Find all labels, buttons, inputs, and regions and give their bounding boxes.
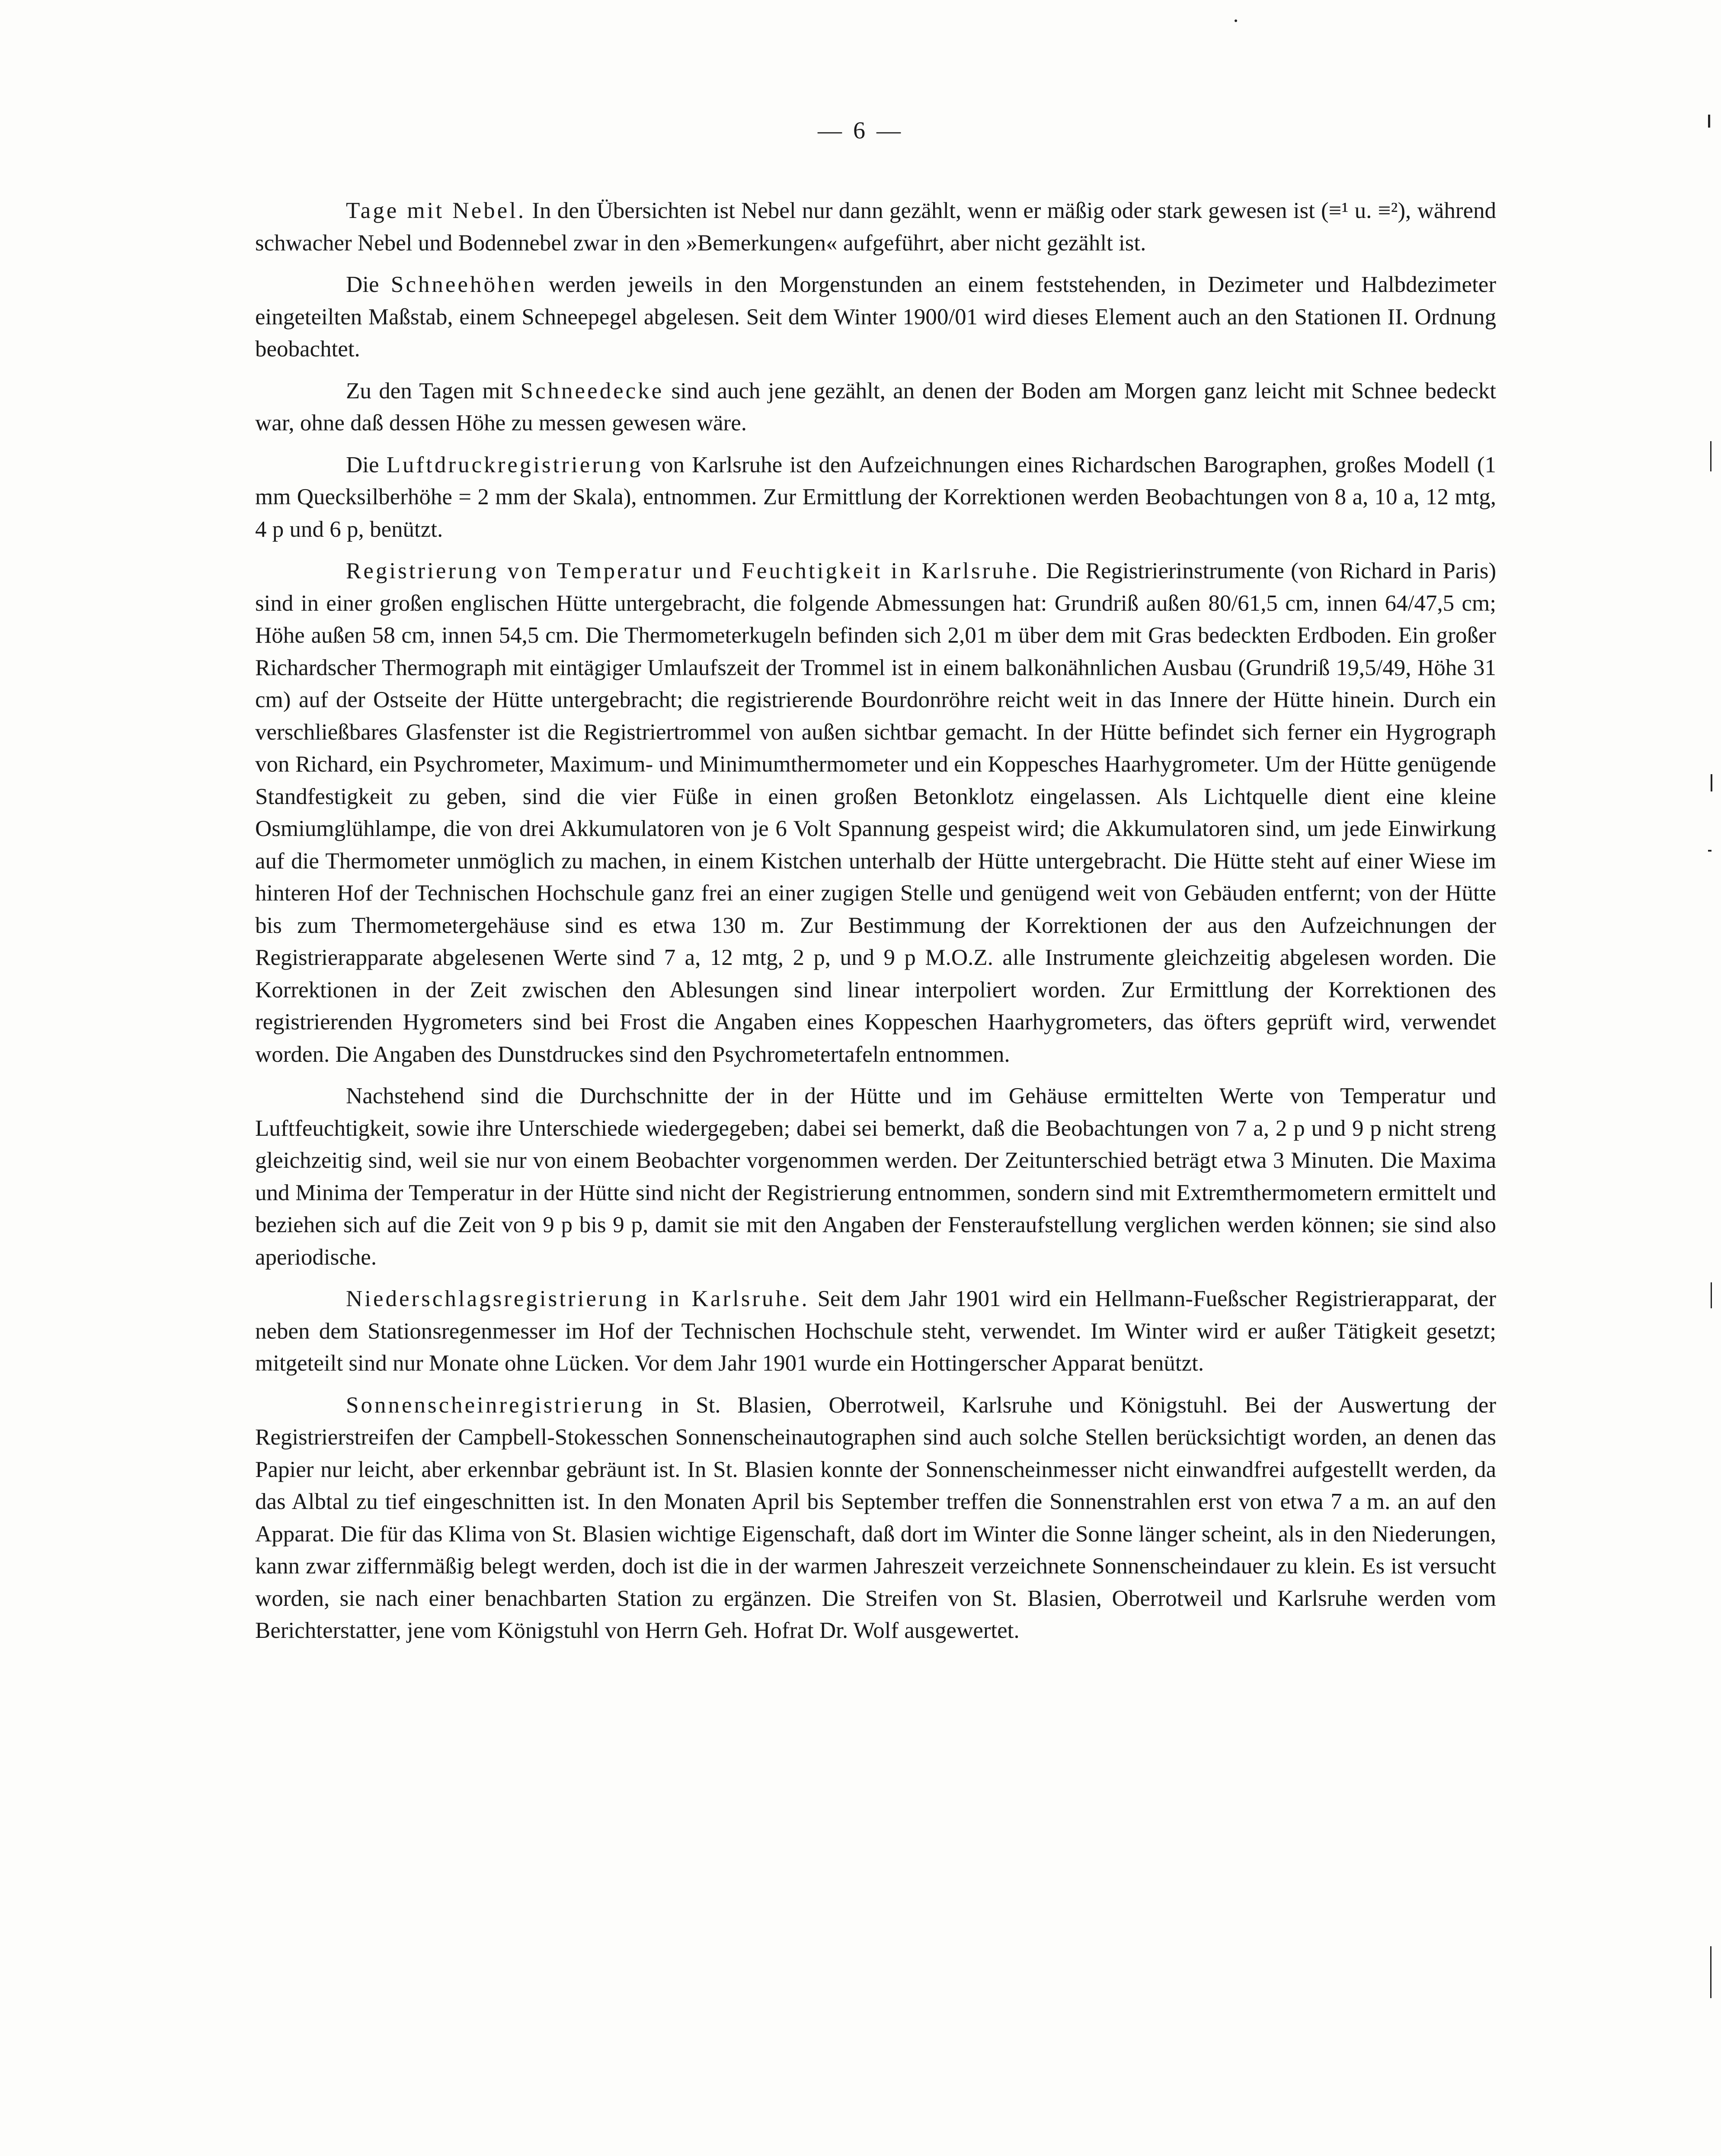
heading-schneedecke: Schneedecke (520, 378, 664, 404)
heading-luftdruckregistrierung: Luftdruckregistrierung (386, 452, 643, 477)
paragraph-nebel (255, 195, 1496, 259)
scan-edge-mark (1710, 1946, 1711, 1998)
paragraph-niederschlag (255, 1283, 1496, 1380)
paragraph-text: in St. Blasien, Oberrotweil, Karlsruhe und Königstuhl. Bei der Auswertung der Registrierstreifen der Campbell-Stokesschen Sonnenscheinautographen sind auch solche Stellen berücksichtigt worden, an denen das Papier nur leicht, aber erkennbar gebräunt ist. In St. Blasien konnte der Sonnenscheinmesser nicht einwandfrei aufgestellt werden, da das Albtal zu tief eingeschnitten ist. In den Monaten April bis September treffen die Sonnenstrahlen erst von etwa 7 a m. an auf den Apparat. Die für das Klima von St. Blasien wichtige Eigenschaft, daß dort im Winter die Sonne länger scheint, als in den Niederungen, kann zwar ziffernmäßig belegt werden, doch ist die in der warmen Jahreszeit verzeichnete Sonnenscheindauer zu klein. Es ist versucht worden, sie nach einer benachbarten Station zu ergänzen. Die Streifen von St. Blasien, Oberrotweil und Karlsruhe werden vom Berichterstatter, jene vom Königstuhl von Herrn Geh. Hofrat Dr. Wolf ausgewertet. (255, 1392, 1496, 1643)
paragraph-prefix: Die (346, 452, 387, 477)
paragraph-temperatur (255, 555, 1496, 1070)
paragraph-schneehoehen (255, 269, 1496, 365)
heading-temperatur-feuchtigkeit: Registrierung von Temperatur und Feuchtigkeit in Karlsruhe. (346, 558, 1040, 583)
paragraph-text: werden jeweils in den Morgenstunden an einem feststehenden, in Dezimeter und Halbdezimeter eingeteilten Maßstab, einem Schneepegel abgelesen. Seit dem Winter 1900/01 wird dieses Element auch an den Stationen II. Ordnung beobachtet. (255, 272, 1496, 362)
scan-edge-mark (1710, 441, 1711, 471)
scan-edge-mark (1711, 774, 1712, 791)
page-number: — 6 — (818, 117, 903, 144)
paragraph-sonnenschein (255, 1389, 1496, 1647)
heading-tage-mit-nebel: Tage mit Nebel. (346, 198, 526, 223)
scan-edge-mark (1711, 1282, 1712, 1308)
paragraph-text: sind auch jene gezählt, an denen der Boden am Morgen ganz leicht mit Schnee bedeckt war, ohne daß dessen Höhe zu messen gewesen wäre. (255, 378, 1496, 436)
paragraph-text: von Karlsruhe ist den Aufzeichnungen eines Richardschen Barographen, großes Modell (1 mm Quecksilberhöhe = 2 mm der Skala), entnommen. Zur Ermittlung der Korrektionen werden Beobachtungen von 8 a, 10 a, 12 mtg, 4 p und 6 p, benützt. (255, 452, 1496, 542)
scan-dot (1235, 19, 1237, 22)
heading-niederschlagsregistrierung: Niederschlagsregistrierung in Karlsruhe. (346, 1286, 809, 1311)
scan-edge-mark (1708, 115, 1710, 128)
paragraph-text: In den Übersichten ist Nebel nur dann gezählt, wenn er mäßig oder stark gewesen ist (≡¹ u. ≡²), während schwacher Nebel und Bodennebel zwar in den »Bemerkungen« aufgeführt, aber nicht gezählt ist. (255, 198, 1496, 256)
paragraph-text: Die Registrierinstrumente (von Richard in Paris) sind in einer großen englischen Hütte untergebracht, die folgende Abmessungen hat: Grundriß außen 80/61,5 cm, innen 64/47,5 cm; Höhe außen 58 cm, innen 54,5 cm. Die Thermometerkugeln befinden sich 2,01 m über dem mit Gras bedeckten Erdboden. Ein großer Richardscher Thermograph mit eintägiger Umlaufszeit der Trommel ist in einem balkonähnlichen Ausbau (Grundriß 19,5/49, Höhe 31 cm) auf der Ostseite der Hütte untergebracht; die registrierende Bourdonröhre reicht weit in das Innere der Hütte hinein. Durch ein verschließbares Glasfenster ist die Registriertrommel von außen sichtbar gemacht. In der Hütte befindet sich ferner ein Hygrograph von Richard, ein Psychrometer, Maximum- und Minimumthermometer und ein Koppesches Haarhygrometer. Um der Hütte genügende Standfestigkeit zu geben, sind die vier Füße in einen großen Betonklotz eingelassen. Als Lichtquelle dient eine kleine Osmiumglühlampe, die von drei Akkumulatoren von je 6 Volt Spannung gespeist wird; die Akkumulatoren sind, um jede Einwirkung auf die Thermometer unmöglich zu machen, in einem Kistchen unterhalb der Hütte untergebracht. Die Hütte steht auf einer Wiese im hinteren Hof der Technischen Hochschule ganz frei an einer zugigen Stelle und genügend weit von Gebäuden entfernt; von der Hütte bis zum Thermometergehäuse sind es etwa 130 m. Zur Bestimmung der Korrektionen der aus den Aufzeichnungen der Registrierapparate abgelesenen Werte sind 7 a, 12 mtg, 2 p, und 9 p M.O.Z. alle Instrumente gleichzeitig abgelesen worden. Die Korrektionen in der Zeit zwischen den Ablesungen sind linear interpoliert worden. Zur Ermittlung der Korrektionen des registrierenden Hygrometers sind bei Frost die Angaben eines Koppeschen Haarhygrometers, das öfters geprüft wird, verwendet worden. Die Angaben des Dunstdruckes sind den Psychrometertafeln entnommen. (255, 558, 1497, 1067)
paragraph-text: Nachstehend sind die Durchschnitte der in der Hütte und im Gehäuse ermittelten Werte von Temperatur und Luftfeuchtigkeit, sowie ihre Unterschiede wiedergegeben; dabei sei bemerkt, daß die Beobachtungen von 7 a, 2 p und 9 p nicht streng gleichzeitig sind, weil sie nur von einem Beobachter vorgenommen werden. Der Zeitunterschied beträgt etwa 3 Minuten. Die Maxima und Minima der Temperatur in der Hütte sind nicht der Registrierung entnommen, sondern sind mit Extremthermometern ermittelt und beziehen sich auf die Zeit von 9 p bis 9 p, damit sie mit den Angaben der Fensteraufstellung verglichen werden können; sie sind also aperiodische. (255, 1083, 1496, 1270)
paragraph-prefix: Die (346, 272, 391, 297)
heading-sonnenscheinregistrierung: Sonnenscheinregistrierung (346, 1392, 645, 1418)
paragraph-luftdruck (255, 449, 1496, 546)
paragraph-prefix: Zu den Tagen mit (346, 378, 521, 404)
paragraph-schneedecke (255, 375, 1496, 439)
heading-schneehoehen: Schneehöhen (390, 272, 537, 297)
paragraph-durchschnitte (255, 1080, 1496, 1273)
body-text (255, 195, 1496, 1656)
scan-edge-mark (1708, 850, 1711, 852)
paragraph-text: Seit dem Jahr 1901 wird ein Hellmann-Fueßscher Registrierapparat, der neben dem Stationsregenmesser im Hof der Technischen Hochschule steht, verwendet. Im Winter wird er außer Tätigkeit gesetzt; mitgeteilt sind nur Monate ohne Lücken. Vor dem Jahr 1901 wurde ein Hottingerscher Apparat benützt. (255, 1286, 1497, 1376)
